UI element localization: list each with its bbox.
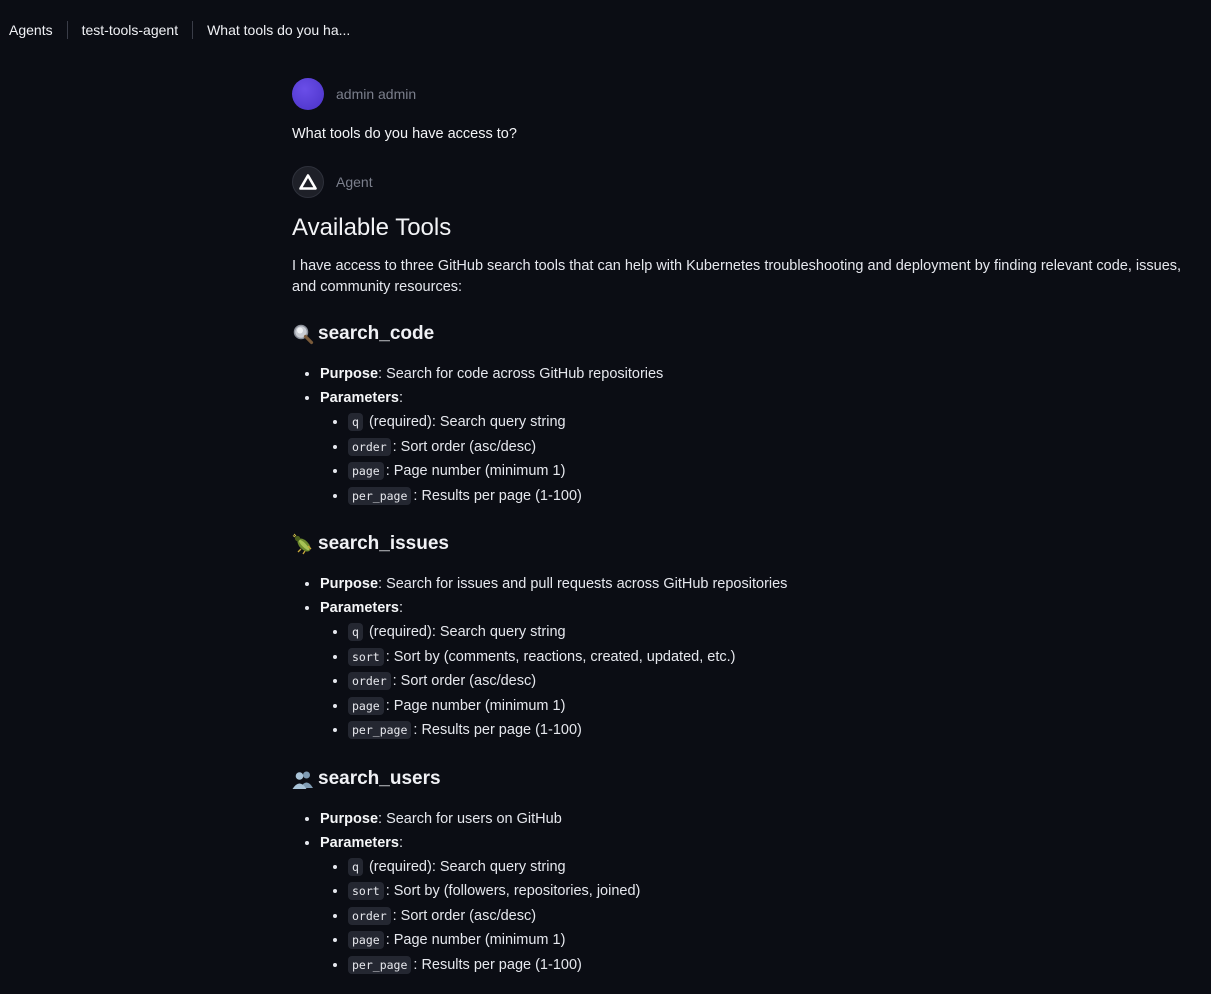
- parameter-name: q: [348, 858, 363, 876]
- parameter-name: per_page: [348, 956, 411, 974]
- parameters-list: [320, 620, 1197, 743]
- parameter-description: : Page number (minimum 1): [385, 932, 566, 948]
- parameter-description: : Results per page (1-100): [413, 722, 582, 738]
- agent-header: [292, 166, 1197, 198]
- parameters-label: Parameters: [320, 390, 399, 406]
- agent-avatar: [292, 166, 324, 198]
- chat-content: [292, 78, 1197, 977]
- purpose-text: : Search for users on GitHub: [378, 810, 562, 827]
- purpose-item: [320, 572, 1197, 596]
- agent-name: Agent: [336, 174, 373, 190]
- user-message: What tools do you have access to?: [292, 126, 517, 142]
- agent-logo-icon: [299, 174, 317, 190]
- parameter-item: [348, 694, 1197, 719]
- parameter-name: sort: [348, 882, 384, 900]
- parameter-name: q: [348, 413, 363, 431]
- parameter-description: : Sort order (asc/desc): [392, 907, 537, 924]
- response-title: Available Tools: [292, 214, 452, 241]
- parameter-name: order: [348, 907, 391, 925]
- parameter-item: [348, 410, 1197, 435]
- parameters-label: Parameters: [320, 834, 399, 851]
- breadcrumb: [0, 0, 1211, 60]
- tool-heading: [292, 765, 1197, 793]
- parameter-name: per_page: [348, 487, 411, 505]
- parameters-label: Parameters: [320, 600, 399, 616]
- parameters-list: [320, 410, 1197, 508]
- tool-section-search-users: [292, 765, 1197, 978]
- user-name: admin admin: [336, 86, 417, 102]
- parameters-list: [320, 855, 1197, 978]
- breadcrumb-agents[interactable]: Agents: [9, 22, 53, 38]
- parameter-item: [348, 953, 1197, 978]
- parameter-description: (required): Search query string: [368, 414, 566, 430]
- parameter-description: (required): Search query string: [368, 858, 566, 875]
- bug-icon: [292, 533, 314, 555]
- tool-details: [292, 572, 1197, 743]
- purpose-text: : Search for code across GitHub repositories: [378, 366, 664, 382]
- parameter-description: : Sort order (asc/desc): [392, 673, 537, 689]
- purpose-label: Purpose: [320, 810, 379, 827]
- parameter-name: sort: [348, 648, 384, 666]
- parameter-item: [348, 855, 1197, 880]
- purpose-item: [320, 362, 1197, 386]
- tool-section-search-code: [292, 320, 1197, 508]
- parameter-description: : Sort by (followers, repositories, joined): [385, 883, 641, 899]
- parameters-item: • Parameters: • q (required): Search query string • order : Sort order (asc/desc) • page : Page number (minimum 1) • per_page : Results per page (1-100): [320, 386, 1197, 508]
- parameter-description: : Results per page (1-100): [413, 487, 582, 504]
- purpose-item: [320, 807, 1197, 831]
- tools-list: [292, 320, 1197, 977]
- parameter-item: [348, 620, 1197, 645]
- parameter-description: (required): Search query string: [368, 624, 566, 640]
- parameter-name: page: [348, 697, 384, 715]
- parameter-item: [348, 484, 1197, 509]
- parameters-item: • Parameters: • q (required): Search query string • sort : Sort by (followers, repositories, joined) • order : Sort order (asc/desc) • page : Page number (minimum 1) • per_page : Results per page (1-100): [320, 831, 1197, 978]
- response-intro: I have access to three GitHub search tools that can help with Kubernetes troubleshooting and deployment by finding relevant code, issues, and community resources:: [292, 258, 1182, 295]
- parameter-item: [348, 879, 1197, 904]
- user-header: [292, 78, 1197, 110]
- parameter-item: [348, 718, 1197, 743]
- parameters-item: • Parameters: • q (required): Search query string • sort : Sort by (comments, reactions, created, updated, etc.) • order : Sort order (asc/desc) • page : Page number (minimum 1) • per_page : Results per page (1-100): [320, 596, 1197, 743]
- tool-details: [292, 362, 1197, 508]
- parameter-name: order: [348, 672, 391, 690]
- purpose-label: Purpose: [320, 366, 379, 382]
- breadcrumb-conversation[interactable]: What tools do you ha...: [192, 21, 364, 39]
- parameter-description: : Sort order (asc/desc): [392, 438, 537, 455]
- parameter-name: page: [348, 931, 384, 949]
- parameter-name: q: [348, 623, 363, 641]
- tool-name: search_code: [318, 323, 435, 344]
- breadcrumb-agent-name[interactable]: test-tools-agent: [67, 21, 193, 39]
- tool-section-search-issues: [292, 530, 1197, 743]
- user-avatar: [292, 78, 324, 110]
- tool-name: search_issues: [318, 533, 449, 554]
- parameter-description: : Page number (minimum 1): [385, 463, 566, 479]
- purpose-text: : Search for issues and pull requests across GitHub repositories: [378, 576, 788, 592]
- parameter-name: page: [348, 462, 384, 480]
- parameter-description: : Results per page (1-100): [413, 956, 582, 973]
- tool-name: search_users: [318, 767, 441, 789]
- parameter-description: : Page number (minimum 1): [385, 697, 566, 714]
- parameter-item: [348, 669, 1197, 694]
- parameter-name: order: [348, 438, 391, 456]
- tool-details: [292, 807, 1197, 978]
- magnifier-icon: [292, 323, 314, 345]
- parameter-item: [348, 459, 1197, 484]
- purpose-label: Purpose: [320, 576, 379, 592]
- tool-heading: [292, 320, 1197, 348]
- parameter-description: : Sort by (comments, reactions, created, updated, etc.): [385, 648, 736, 665]
- parameter-item: [348, 435, 1197, 460]
- users-icon: [292, 768, 314, 790]
- parameter-item: [348, 904, 1197, 929]
- parameter-item: [348, 645, 1197, 670]
- parameter-name: per_page: [348, 721, 411, 739]
- tool-heading: [292, 530, 1197, 558]
- parameter-item: [348, 928, 1197, 953]
